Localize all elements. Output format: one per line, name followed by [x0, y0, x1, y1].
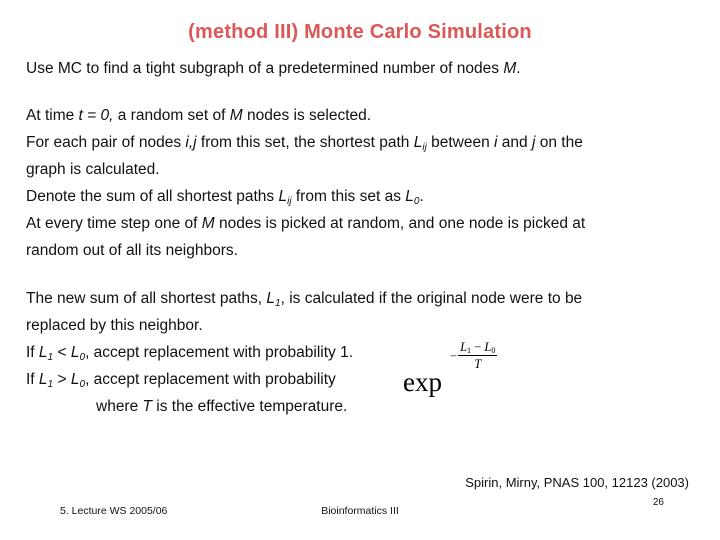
formula-exponent — [450, 340, 497, 372]
footer-course-label: Bioinformatics III — [321, 505, 399, 517]
algorithm-paragraph: At time t = 0, a random set of M nodes is selected. For each pair of nodes i,j from this set, the shortest path $L_{ij}$ between i and j on the graph is calculated. Denote the sum of all shortest paths $L_{ij}$ from this set as $L_0$. At every time step one of M nodes is picked at random, and one node is picked at random out of all its neighbors. — [26, 107, 586, 259]
boltzmann-probability-formula — [403, 340, 513, 396]
formula-numerator: $L_1 - L_0$ — [460, 340, 496, 356]
formula-exp-operator: exp — [403, 367, 442, 397]
formula-fraction — [458, 340, 497, 372]
page-number: 26 — [652, 497, 664, 508]
intro-paragraph: Use MC to find a tight subgraph of a predetermined number of nodes M. — [26, 60, 521, 77]
acceptance-rule-paragraph: The new sum of all shortest paths, $L_1$, is calculated if the original node were to be replaced by this neighbor. If $L_1 < L_0$, accept replacement with probability 1. If $L_1 > L_0$, accept replacement with probability where T is the effective temperature. — [26, 290, 583, 415]
citation: Spirin, Mirny, PNAS 100, 12123 (2003) — [465, 475, 689, 490]
footer-lecture-label: 5. Lecture WS 2005/06 — [60, 505, 168, 517]
formula-minus-sign: − — [450, 348, 458, 363]
formula-denominator: T — [474, 357, 482, 372]
slide-title: (method III) Monte Carlo Simulation — [188, 21, 532, 43]
